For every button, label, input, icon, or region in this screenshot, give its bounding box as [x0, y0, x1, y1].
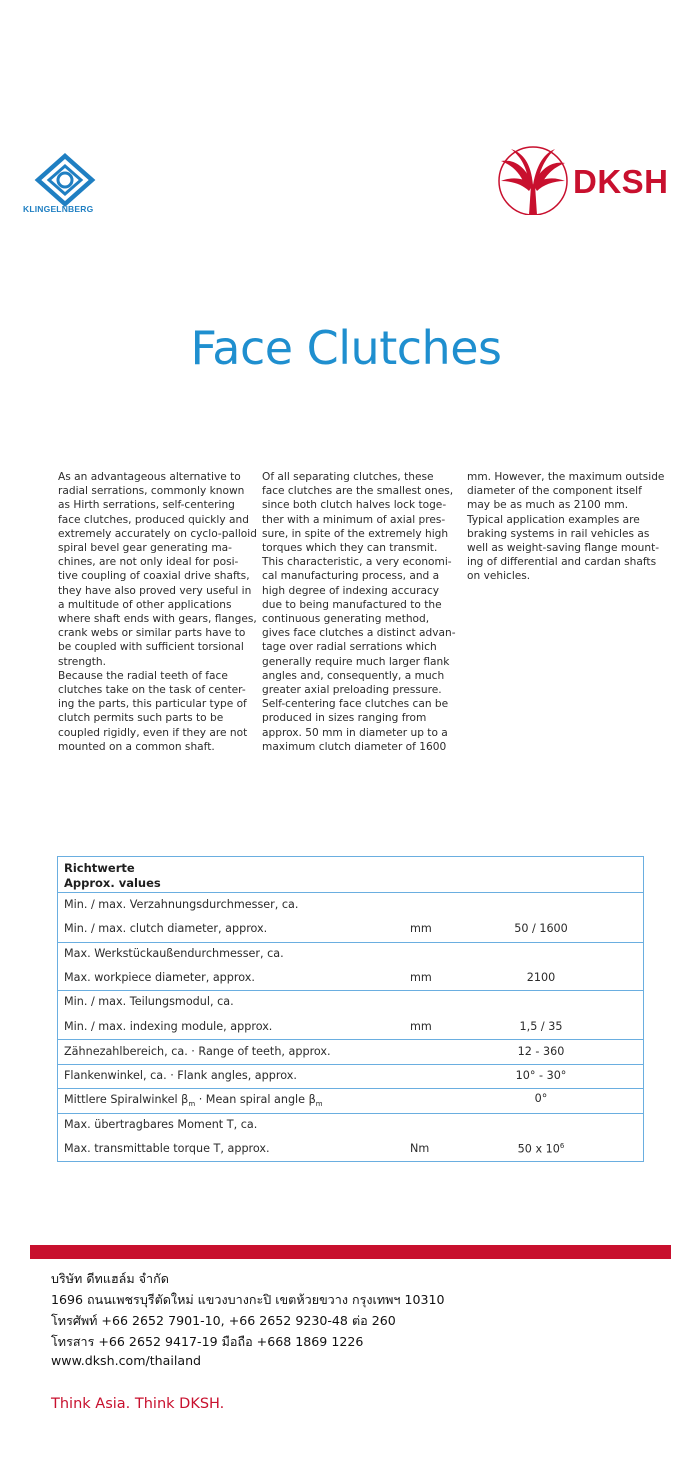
row-unit: mm	[410, 922, 432, 935]
text-line: angles and, consequently, a much	[262, 669, 445, 682]
text-line: Because the radial teeth of face	[58, 669, 228, 682]
table-divider	[58, 1064, 643, 1065]
row-label-de: Max. Werkstückaußendurchmesser, ca.	[64, 947, 284, 960]
text-line: extremely accurately on cyclo-palloid	[58, 527, 257, 540]
klingelnberg-logo-text: KLINGELNBERG	[23, 204, 94, 214]
company-address: 1696 ถนนเพชรบุรีตัดใหม่ แขวงบางกะปิ เขตห้วยขวาง กรุงเทพฯ 10310	[51, 1292, 445, 1307]
table-divider	[58, 942, 643, 943]
text-line: diameter of the component itself	[467, 485, 642, 498]
row-label: Zähnezahlbereich, ca. · Range of teeth, approx.	[64, 1045, 331, 1058]
table-divider	[58, 1039, 643, 1040]
approx-values-table	[57, 856, 644, 1162]
text-line: may be as much as 2100 mm.	[467, 499, 629, 512]
row-label-spiral-angle	[64, 1093, 323, 1108]
text-line: due to being manufactured to the	[262, 598, 442, 611]
table-divider	[58, 1088, 643, 1089]
text-line: chines, are not only ideal for posi-	[58, 556, 239, 569]
text-line: This characteristic, a very economi-	[262, 556, 452, 569]
company-fax: โทรสาร +66 2652 9417-19 มือถือ +668 1869 1226	[51, 1334, 364, 1349]
text-line: braking systems in rail vehicles as	[467, 527, 650, 540]
text-line: well as weight-saving flange mount-	[467, 542, 660, 555]
text-line: they have also proved very useful in	[58, 584, 252, 597]
text-line: as Hirth serrations, self-centering	[58, 499, 235, 512]
row-unit: Nm	[410, 1142, 430, 1155]
text-line: strength.	[58, 655, 106, 668]
text-line: ing the parts, this particular type of	[58, 698, 247, 711]
table-divider	[58, 1113, 643, 1114]
text-line: gives face clutches a distinct advan-	[262, 627, 456, 640]
text-line: radial serrations, commonly known	[58, 485, 245, 498]
row-value: 0°	[534, 1092, 548, 1105]
row-label-de: Max. übertragbares Moment T, ca.	[64, 1118, 258, 1131]
row-unit: mm	[410, 1020, 432, 1033]
table-header	[64, 861, 161, 891]
text-line: cal manufacturing process, and a	[262, 570, 440, 583]
text-line: clutch permits such parts to be	[58, 712, 224, 725]
text-column-1	[58, 470, 257, 754]
row-value: 12 - 360	[517, 1045, 565, 1058]
text-column-2	[262, 470, 456, 754]
text-line: on vehicles.	[467, 570, 531, 583]
row-label-de: Min. / max. Verzahnungsdurchmesser, ca.	[64, 898, 299, 911]
subscript: m	[315, 1100, 323, 1109]
text-line: spiral bevel gear generating ma-	[58, 542, 233, 555]
text-line: generally require much larger flank	[262, 655, 450, 668]
text-line: mounted on a common shaft.	[58, 740, 215, 753]
text-line: clutches take on the task of center-	[58, 684, 246, 697]
page-title: Face Clutches	[190, 320, 502, 375]
footer-red-bar	[30, 1245, 671, 1259]
slogan: Think Asia. Think DKSH.	[51, 1396, 225, 1412]
text-line: greater axial preloading pressure.	[262, 684, 442, 697]
text-line: a multitude of other applications	[58, 598, 232, 611]
text-line: approx. 50 mm in diameter up to a	[262, 726, 448, 739]
text-line: tage over radial serrations which	[262, 641, 437, 654]
text-line: Typical application examples are	[467, 513, 640, 526]
text-line: crank webs or similar parts have to	[58, 627, 246, 640]
row-label-en: Max. transmittable torque T, approx.	[64, 1142, 270, 1155]
text-line: since both clutch halves lock toge-	[262, 499, 447, 512]
text-line: maximum clutch diameter of 1600	[262, 740, 447, 753]
table-divider	[58, 892, 643, 893]
text-line: ther with a minimum of axial pres-	[262, 513, 446, 526]
text-line: As an advantageous alternative to	[58, 471, 241, 483]
row-unit: mm	[410, 971, 432, 984]
row-label-part: Mittlere Spiralwinkel β	[64, 1093, 189, 1106]
company-website[interactable]: www.dksh.com/thailand	[51, 1353, 202, 1368]
row-label-en: Min. / max. clutch diameter, approx.	[64, 922, 268, 935]
company-phone: โทรศัพท์ +66 2652 7901-10, +66 2652 9230-48 ต่อ 260	[51, 1313, 396, 1328]
text-line: torques which they can transmit.	[262, 542, 438, 555]
text-line: Of all separating clutches, these	[262, 471, 434, 483]
table-divider	[58, 990, 643, 991]
text-line: Self-centering face clutches can be	[262, 698, 449, 711]
company-name: บริษัท ดีทแฮล์ม จำกัด	[51, 1271, 169, 1286]
superscript: 6	[559, 1142, 565, 1150]
dksh-logo-text: DKSH	[573, 163, 669, 200]
text-line: ing of differential and cardan shafts	[467, 556, 657, 569]
row-label-de: Min. / max. Teilungsmodul, ca.	[64, 995, 234, 1008]
row-value: 1,5 / 35	[519, 1020, 563, 1033]
text-line: coupled rigidly, even if they are not	[58, 726, 248, 739]
text-line: tive coupling of coaxial drive shafts,	[58, 570, 250, 583]
row-value: 50 / 1600	[514, 922, 568, 935]
text-line: high degree of indexing accuracy	[262, 584, 440, 597]
subscript: m	[188, 1100, 196, 1109]
row-label-en: Max. workpiece diameter, approx.	[64, 971, 255, 984]
row-value: 10° - 30°	[515, 1069, 567, 1082]
text-line: face clutches are the smallest ones,	[262, 485, 454, 498]
row-label: Flankenwinkel, ca. · Flank angles, approx.	[64, 1069, 297, 1082]
text-line: face clutches, produced quickly and	[58, 513, 249, 526]
text-line: mm. However, the maximum outside	[467, 471, 665, 483]
row-label-en: Min. / max. indexing module, approx.	[64, 1020, 273, 1033]
row-value: 2100	[526, 971, 556, 984]
text-line: where shaft ends with gears, flanges,	[58, 613, 257, 626]
row-value: 50 x 10	[517, 1142, 560, 1156]
row-value-torque	[488, 1142, 594, 1156]
text-line: sure, in spite of the extremely high	[262, 527, 449, 540]
row-label-part: · Mean spiral angle β	[195, 1093, 316, 1106]
text-line: produced in sizes ranging from	[262, 712, 427, 725]
text-line: continuous generating method,	[262, 613, 430, 626]
dksh-logo-icon	[495, 145, 575, 215]
text-column-3	[467, 470, 665, 584]
table-header-de: Richtwerte	[64, 861, 135, 875]
table-header-en: Approx. values	[64, 876, 161, 890]
text-line: be coupled with sufficient torsional	[58, 641, 244, 654]
